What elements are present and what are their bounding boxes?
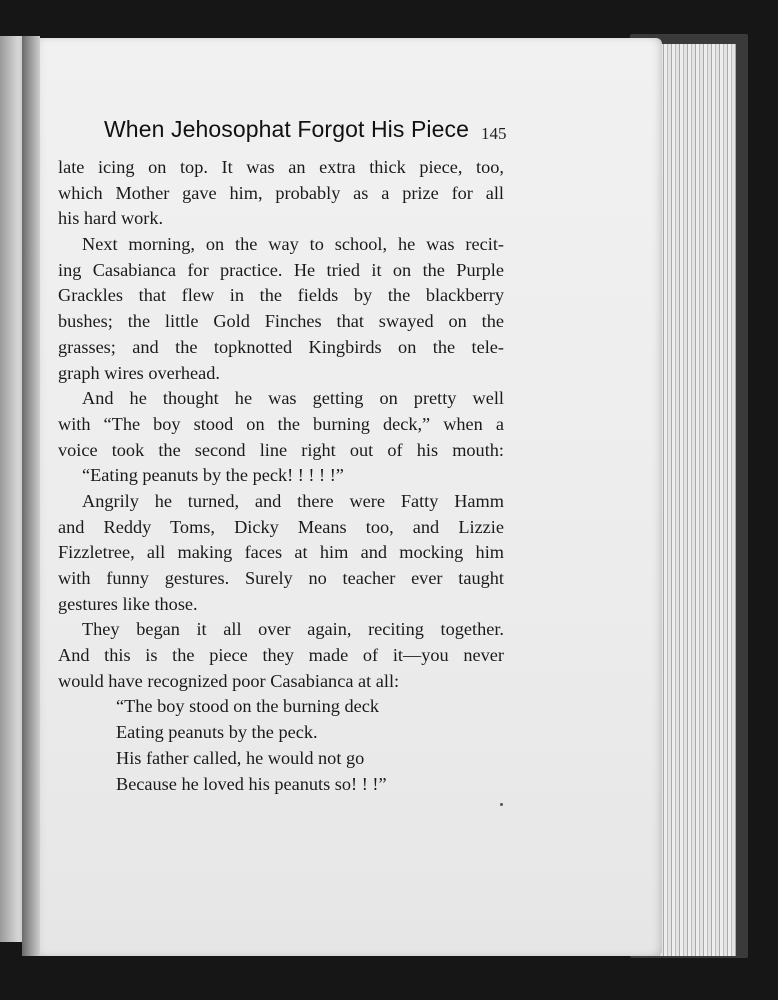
text-line: “Eating peanuts by the peck! ! ! ! !” [82,465,344,486]
book-gutter [22,36,40,956]
text-line: And he thought he was getting on pretty well [82,388,504,409]
text-line: which Mother gave him, probably as a prize for all [58,182,504,203]
text-line: his hard work. [58,208,164,229]
running-head [104,116,507,148]
verse-line: His father called, he would not go [116,747,365,768]
text-line: late icing on top. It was an extra thick piece, too, [58,157,504,177]
verse-line: Eating peanuts by the peck. [116,722,318,743]
verse-line: “The boy stood on the burning deck [116,696,379,717]
page-number: 145 [481,124,507,143]
text-line: bushes; the little Gold Finches that swayed on the [58,311,504,332]
text-line: And this is the piece they made of it—you never [58,645,504,666]
text-line: graph wires overhead. [58,362,220,383]
text-line: grasses; and the topknotted Kingbirds on the tele- [58,336,504,357]
text-line: Next morning, on the way to school, he was recit- [82,234,504,255]
text-line: with “The boy stood on the burning deck,” when a [58,413,504,434]
text-line: gestures like those. [58,593,198,614]
text-line: They began it all over again, reciting together. [82,619,504,640]
text-line: voice took the second line right out of his mouth: [58,439,504,460]
body-text [58,155,504,797]
verse-line: Because he loved his peanuts so! ! !” [116,773,387,794]
text-line: and Reddy Toms, Dicky Means too, and Lizzie [58,516,504,537]
paper-speck [500,803,503,806]
text-line: ing Casabianca for practice. He tried it on the Purple [58,259,504,280]
running-title: When Jehosophat Forgot His Piece [104,116,470,142]
text-line: would have recognized poor Casabianca at all: [58,670,400,691]
text-line: with funny gestures. Surely no teacher ever taught [58,568,504,588]
text-line: Grackles that flew in the fields by the blackberry [58,285,504,306]
text-line: Fizzletree, all making faces at him and mocking him [58,542,504,563]
text-line: Angrily he turned, and there were Fatty Hamm [82,490,504,511]
